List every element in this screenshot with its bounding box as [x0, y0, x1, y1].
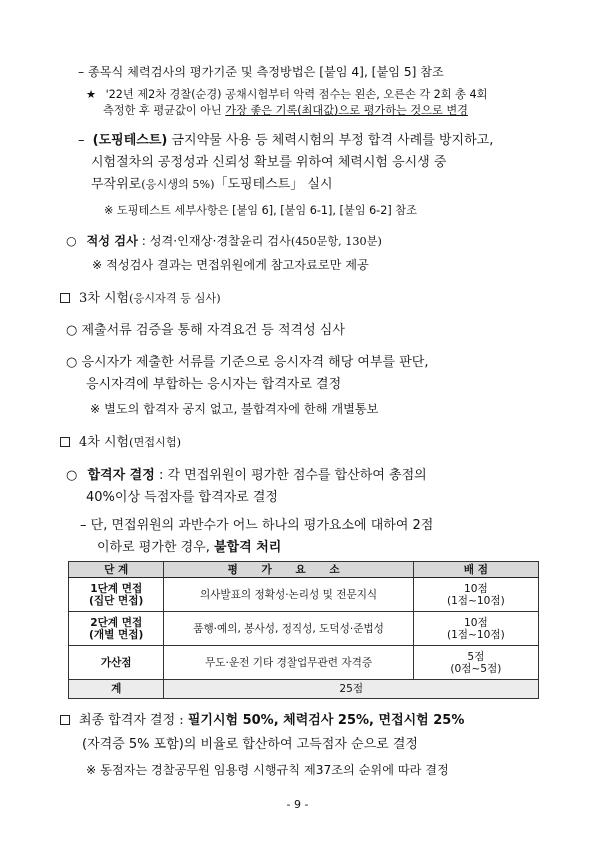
page-number: - 9 -: [286, 798, 309, 811]
section-heading-3rd-exam: 3차 시험(응시자격 등 심사): [60, 291, 221, 307]
doping-test-reference: ※ 도핑테스트 세부사항은 [붙임 6], [붙임 6-1], [붙임 6-2] 참조: [104, 204, 417, 217]
fail-rule-line-2: 이하로 평가한 경우, 불합격 처리: [97, 540, 282, 555]
table-row: 가산점 무도·운전 기타 경찰업무관련 자격증 5점 (0점~5점): [69, 646, 539, 680]
pass-decision-line-1: ○ 합격자 결정 : 각 면접위원이 평가한 점수를 합산하여 총점의: [66, 468, 427, 483]
final-weights: 필기시험 50%, 체력검사 25%, 면접시험 25%: [187, 713, 465, 728]
aptitude-test-note: ※ 적성검사 결과는 면접위원에게 참고자료로만 제공: [92, 258, 369, 272]
eligibility-note: ※ 별도의 합격자 공지 없고, 불합격자에 한해 개별통보: [90, 402, 379, 416]
table-header-row: [69, 562, 539, 578]
square-bullet-icon: [60, 437, 70, 447]
header-element: 평 가 요 소: [164, 562, 413, 578]
section-heading-4th-exam: 4차 시험(면접시험): [60, 435, 181, 451]
eligibility-line-1: ○ 응시자가 제출한 서류를 기준으로 응시자격 해당 여부를 판단,: [66, 355, 429, 370]
doping-test-heading: (도핑테스트): [92, 133, 168, 148]
pass-decision-line-2: 40%이상 득점자를 합격자로 결정: [86, 490, 278, 505]
circle-bullet-icon: ○: [66, 468, 78, 483]
star-icon: ★: [86, 88, 97, 101]
square-bullet-icon: [60, 293, 70, 303]
final-decision-line-2: (자격증 5% 포함)의 비율로 합산하여 고득점자 순으로 결정: [82, 737, 418, 752]
doping-test-line-2: 시험절차의 공정성과 신뢰성 확보를 위하여 체력시험 응시생 중: [91, 155, 447, 170]
doping-test-line-3: 무작위로(응시생의 5%)「도핑테스트」 실시: [91, 177, 333, 192]
tie-break-note: ※ 동점자는 경찰공무원 임용령 시행규칙 제37조의 순위에 따라 결정: [86, 763, 449, 777]
aptitude-test-line: ○ 적성 검사 : 성격·인재상·경찰윤리 검사(450문항, 130분): [66, 234, 382, 248]
fail-rule-emphasis: 불합격 처리: [214, 540, 282, 555]
interview-scoring-table: [68, 561, 539, 699]
table-total-row: 계 25점: [69, 680, 539, 699]
grip-change-line-2: 측정한 후 평균값이 아닌 가장 좋은 기록(최대값)으로 평가하는 것으로 변경: [103, 104, 468, 117]
grip-change-line-1: ★ '22년 제2차 경찰(순경) 공채시험부터 악력 점수는 왼손, 오른손 각 2회 총 4회: [86, 88, 488, 101]
header-stage: 단 계: [69, 562, 164, 578]
circle-bullet-icon: ○: [66, 234, 77, 248]
pass-decision-heading: 합격자 결정: [87, 468, 155, 483]
fail-rule-line-1: – 단, 면접위원의 과반수가 어느 하나의 평가요소에 대하여 2점: [80, 518, 434, 533]
table-row: 2단계 면접 (개별 면접) 품행·예의, 봉사성, 정직성, 도덕성·준법성 10점 (1점~10점): [69, 612, 539, 646]
table-row: 1단계 면접 (집단 면접) 의사발표의 정확성·논리성 및 전문지식 10점 (1점~10점): [69, 578, 539, 612]
final-decision-line-1: 최종 합격자 결정 : 필기시험 50%, 체력검사 25%, 면접시험 25%: [60, 713, 464, 729]
scoring-criteria-note: – 종목식 체력검사의 평가기준 및 측정방법은 [붙임 4], [붙임 5] 참조: [78, 65, 444, 79]
square-bullet-icon: [60, 715, 70, 725]
doping-test-line-1: – (도핑테스트) 금지약물 사용 등 체력시험의 부정 합격 사례를 방지하고,: [78, 133, 494, 148]
document-verification-line: ○ 제출서류 검증을 통해 자격요건 등 적격성 심사: [66, 323, 345, 338]
aptitude-test-heading: 적성 검사: [86, 234, 138, 248]
underlined-change: 가장 좋은 기록(최대값)으로 평가하는 것으로 변경: [225, 104, 468, 117]
eligibility-line-2: 응시자격에 부합하는 응시자는 합격자로 결정: [86, 377, 342, 392]
header-score: 배 점: [413, 562, 538, 578]
